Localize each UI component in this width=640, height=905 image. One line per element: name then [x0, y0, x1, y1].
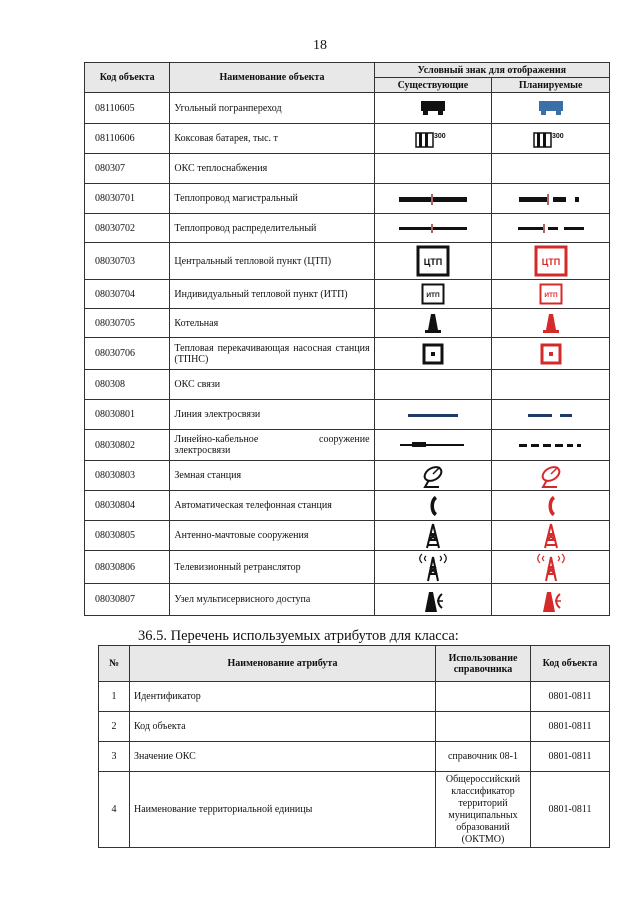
- svg-text:ЦТП: ЦТП: [541, 257, 560, 267]
- object-name: Линия электросвязи: [170, 400, 374, 430]
- existing-symbol: [374, 184, 492, 214]
- object-code: 08030706: [85, 338, 170, 370]
- attr-code: 0801-0811: [531, 772, 610, 848]
- table-row: [85, 521, 610, 551]
- existing-symbol: [374, 280, 492, 309]
- attr-num: 4: [99, 772, 130, 848]
- header-num: №: [99, 646, 130, 682]
- planned-symbol: [492, 309, 610, 338]
- attr-num: 2: [99, 712, 130, 742]
- object-code: 08030801: [85, 400, 170, 430]
- attr-code: 0801-0811: [531, 682, 610, 712]
- coal-border-crossing-icon: [375, 98, 492, 118]
- table-row: [85, 584, 610, 616]
- main-heat-pipe-icon: [375, 191, 492, 207]
- object-name: Линейно-кабельное сооружение электросвязи: [170, 430, 374, 461]
- attr-ref: [436, 682, 531, 712]
- planned-symbol: [492, 338, 610, 370]
- object-name: ОКС связи: [170, 370, 374, 400]
- object-code: 08110606: [85, 124, 170, 154]
- table-row: [85, 461, 610, 491]
- table-row: [99, 772, 610, 848]
- multiservice-node-icon: [492, 586, 609, 614]
- object-code: 08030804: [85, 491, 170, 521]
- object-name: Коксовая батарея, тыс. т: [170, 124, 374, 154]
- tv-relay-icon: [492, 551, 609, 583]
- cable-facility-icon: [375, 437, 492, 453]
- pumping-station-icon: [492, 343, 609, 365]
- header-obj-code: Код объекта: [531, 646, 610, 682]
- planned-symbol: [492, 551, 610, 584]
- object-name: Земная станция: [170, 461, 374, 491]
- planned-symbol: [492, 491, 610, 521]
- antenna-mast-icon: [492, 522, 609, 550]
- attr-ref: Общероссийский классификатор территорий муниципальных образований (ОКТМО): [436, 772, 531, 848]
- existing-symbol: [374, 93, 492, 124]
- attr-name: Идентификатор: [130, 682, 436, 712]
- table-row: [85, 243, 610, 280]
- object-code: 08030807: [85, 584, 170, 616]
- planned-symbol: [492, 184, 610, 214]
- object-code: 08030701: [85, 184, 170, 214]
- coke-battery-icon: [492, 129, 609, 149]
- existing-symbol: [374, 551, 492, 584]
- object-name: ОКС теплоснабжения: [170, 154, 374, 184]
- attr-num: 3: [99, 742, 130, 772]
- boiler-house-icon: [375, 312, 492, 334]
- central-heat-point-icon: [492, 245, 609, 277]
- section-heading: 36.5. Перечень используемых атрибутов для класса:: [138, 628, 459, 644]
- object-name: Индивидуальный тепловой пункт (ИТП): [170, 280, 374, 309]
- table-row: [85, 370, 610, 400]
- table-row: [85, 93, 610, 124]
- header-code: Код объекта: [85, 63, 170, 93]
- table-row: [85, 338, 610, 370]
- planned-symbol: [492, 461, 610, 491]
- attributes-table: [98, 645, 610, 848]
- telecom-line-icon: [492, 407, 609, 423]
- existing-symbol: [374, 370, 492, 400]
- existing-symbol: [374, 338, 492, 370]
- header-existing: Существующие: [374, 78, 492, 93]
- attr-ref: [436, 712, 531, 742]
- attr-code: 0801-0811: [531, 712, 610, 742]
- table-row: [85, 430, 610, 461]
- attr-name: Код объекта: [130, 712, 436, 742]
- table-row: [85, 309, 610, 338]
- main-heat-pipe-icon: [492, 191, 609, 207]
- existing-symbol: [374, 584, 492, 616]
- cable-facility-icon: [492, 437, 609, 453]
- object-code: 08030806: [85, 551, 170, 584]
- header-ref: Использование справочника: [436, 646, 531, 682]
- object-code: 080308: [85, 370, 170, 400]
- table-row: [99, 742, 610, 772]
- object-code: 08030705: [85, 309, 170, 338]
- table-row: [85, 124, 610, 154]
- svg-text:ИТП: ИТП: [543, 292, 558, 299]
- planned-symbol: [492, 280, 610, 309]
- object-code: 08030802: [85, 430, 170, 461]
- existing-symbol: [374, 214, 492, 243]
- header-planned: Планируемые: [492, 78, 610, 93]
- table-row: [85, 154, 610, 184]
- planned-symbol: [492, 521, 610, 551]
- telecom-line-icon: [375, 407, 492, 423]
- distribution-heat-pipe-icon: [492, 220, 609, 236]
- table-row: [85, 280, 610, 309]
- object-code: 080307: [85, 154, 170, 184]
- attr-code: 0801-0811: [531, 742, 610, 772]
- coke-battery-icon: [375, 129, 492, 149]
- object-name: Антенно-мачтовые сооружения: [170, 521, 374, 551]
- svg-text:ЦТП: ЦТП: [423, 257, 443, 267]
- existing-symbol: [374, 400, 492, 430]
- satellite-dish-icon: [492, 463, 609, 489]
- object-name: Теплопровод распределительный: [170, 214, 374, 243]
- existing-symbol: [374, 309, 492, 338]
- planned-symbol: [492, 370, 610, 400]
- object-name: Автоматическая телефонная станция: [170, 491, 374, 521]
- distribution-heat-pipe-icon: [375, 220, 492, 236]
- svg-text:300: 300: [551, 132, 564, 140]
- object-name: Тепловая перекачивающая насосная станция (ТПНС): [170, 338, 374, 370]
- table-row: [85, 400, 610, 430]
- phone-icon: [375, 493, 492, 519]
- object-code: 08110605: [85, 93, 170, 124]
- object-name: Теплопровод магистральный: [170, 184, 374, 214]
- object-name: Центральный тепловой пункт (ЦТП): [170, 243, 374, 280]
- pumping-station-icon: [375, 343, 492, 365]
- planned-symbol: [492, 214, 610, 243]
- object-name: Котельная: [170, 309, 374, 338]
- object-name: Угольный погранпереход: [170, 93, 374, 124]
- satellite-dish-icon: [375, 463, 492, 489]
- planned-symbol: [492, 430, 610, 461]
- object-code: 08030803: [85, 461, 170, 491]
- object-name: Телевизионный ретранслятор: [170, 551, 374, 584]
- planned-symbol: [492, 584, 610, 616]
- header-name: Наименование объекта: [170, 63, 374, 93]
- table-row: [85, 184, 610, 214]
- planned-symbol: [492, 154, 610, 184]
- planned-symbol: [492, 93, 610, 124]
- multiservice-node-icon: [375, 586, 492, 614]
- svg-text:300: 300: [433, 132, 446, 140]
- planned-symbol: [492, 243, 610, 280]
- phone-icon: [492, 493, 609, 519]
- attr-ref: справочник 08-1: [436, 742, 531, 772]
- attr-name: Значение ОКС: [130, 742, 436, 772]
- planned-symbol: [492, 124, 610, 154]
- object-code: 08030805: [85, 521, 170, 551]
- table-row: [85, 491, 610, 521]
- antenna-mast-icon: [375, 522, 492, 550]
- object-code: 08030702: [85, 214, 170, 243]
- boiler-house-icon: [492, 312, 609, 334]
- existing-symbol: [374, 491, 492, 521]
- existing-symbol: [374, 124, 492, 154]
- object-name: Узел мультисервисного доступа: [170, 584, 374, 616]
- table-row: [85, 551, 610, 584]
- object-code: 08030704: [85, 280, 170, 309]
- individual-heat-point-icon: [492, 283, 609, 305]
- existing-symbol: [374, 154, 492, 184]
- existing-symbol: [374, 243, 492, 280]
- table-row: [99, 712, 610, 742]
- planned-symbol: [492, 400, 610, 430]
- svg-text:ИТП: ИТП: [426, 292, 440, 299]
- attr-name: Наименование территориальной единицы: [130, 772, 436, 848]
- page-number: 18: [313, 38, 327, 53]
- central-heat-point-icon: [375, 245, 492, 277]
- table-row: [85, 214, 610, 243]
- object-code: 08030703: [85, 243, 170, 280]
- individual-heat-point-icon: [375, 283, 492, 305]
- header-symbol: Условный знак для отображения: [374, 63, 609, 78]
- header-attr-name: Наименование атрибута: [130, 646, 436, 682]
- tv-relay-icon: [375, 551, 492, 583]
- existing-symbol: [374, 461, 492, 491]
- existing-symbol: [374, 521, 492, 551]
- table-row: [99, 682, 610, 712]
- existing-symbol: [374, 430, 492, 461]
- symbols-table: [84, 62, 610, 616]
- coal-border-crossing-icon: [492, 98, 609, 118]
- attr-num: 1: [99, 682, 130, 712]
